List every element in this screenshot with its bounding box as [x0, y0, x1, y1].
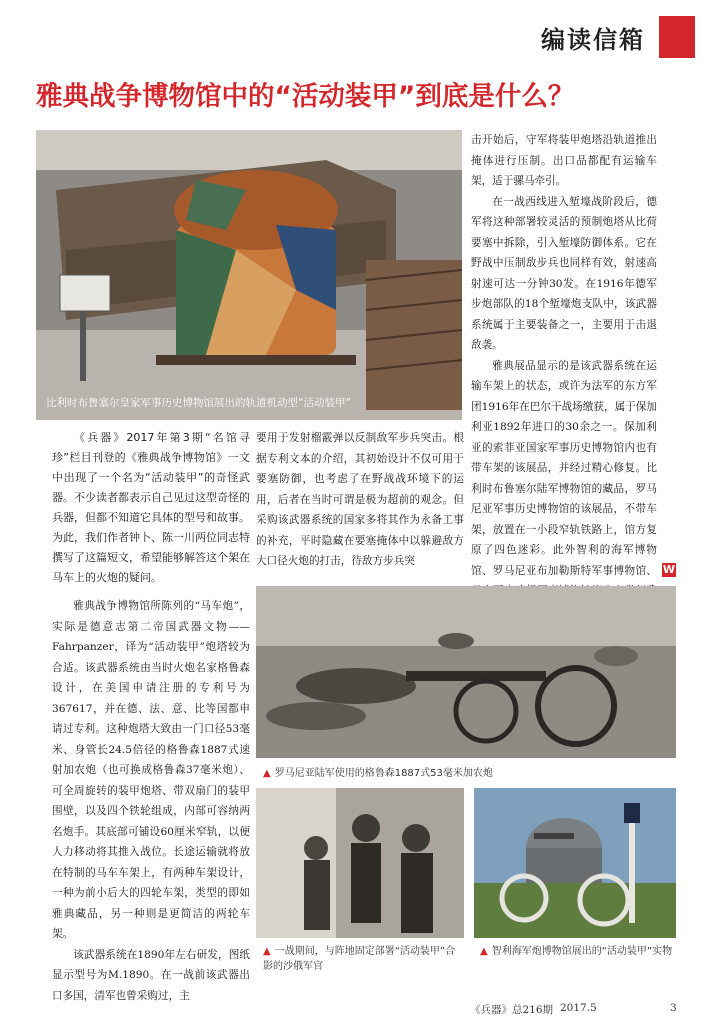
photo-2-caption: 罗马尼亚陆军使用的格鲁森1887式53毫米加农炮 [274, 768, 493, 779]
section-header [0, 8, 715, 54]
photo-russian-officers [256, 788, 464, 938]
article-title: 雅典战争博物馆中的“活动装甲”到底是什么？ [36, 81, 575, 112]
right-paragraph-2: 在一战西线进入堑壕战阶段后，德军将这种部署较灵活的预制炮塔从比荷要塞中拆除，引入堑壕防御体系。它在野战中压制敌步兵也同样有效，射速高射速可达一分钟30发。在1916年德军步炮部队的18个堑壕炮支队中，该武器系统属于主要装备之一，主要用于击退敌袭。 [471, 195, 657, 351]
left-paragraph-2: 该武器系统在1890年左右研发，图纸显示型号为M.1890。在一战前该武器出口多国，清军也曾采购过，主 [52, 948, 250, 1002]
right-paragraph-3: 雅典展品显示的是该武器系统在运输车架上的状态，或许为法军的东方军团1916年在巴尔干战场缴获，属于保加利亚1892年进口的30余之一。保加利亚的索菲亚国家军事历史博物馆内也有带车架的该展品，并经过精心修复。比利时布鲁塞尔陆军博物馆的藏品，罗马尼亚军事历史博物馆的该展品，不带车架，放置在一小段窄轨铁路上，馆方复原了四色迷彩。此外智利的海军博物馆、罗马尼亚布加勒斯特军事博物馆、 [471, 359, 657, 577]
photo-chile-museum [474, 788, 676, 938]
left-column-body [52, 596, 250, 1006]
section-color-block [659, 16, 695, 58]
footer-issue: 《兵器》总216期 [470, 1004, 554, 1016]
right-column-text [471, 130, 657, 622]
photo-3-caption: 一战期间，与阵地固定部署“活动装甲”合影的沙俄军官 [263, 946, 456, 972]
mid-paragraph: 要用于发射榴霰弹以反制敌军步兵突击。根据专利文本的介绍，其初始设计不仅可用于要塞防御，也考虑了在野战战环境下的运用，后者在当时可谓是极为超前的观念。但采购该武器系统的国家多将其作为永备工事的补充，平时隐藏在要塞掩体中以躲避敌方大口径火炮的打击，待敌方步兵突 [256, 432, 464, 567]
photo-3-caption-row [263, 944, 463, 974]
photo-fahrpanzer-brussels [36, 130, 462, 420]
intro-text [52, 428, 250, 588]
photo-2-caption-row [263, 764, 493, 779]
photo-4-illustration [474, 788, 676, 938]
caption-marker-2: ▲ [263, 768, 271, 779]
end-mark-badge: W [662, 563, 676, 576]
photo-4-caption: 智利海军炮博物馆展出的“活动装甲”实物 [491, 946, 673, 957]
left-paragraph-1: 雅典战争博物馆所陈列的“马车炮”，实际是德意志第二帝国武器文物——Fahrpanzer，译为“活动装甲”炮塔较为合适。该武器系统由当时火炮名家格鲁森设计，在美国申请注册的专利号为367617，并在德、法、意、比等国都申请过专利。这种炮塔大致由一门口径53毫米、身管长24.5倍径的格鲁森1887式速射加农炮（也可换成格鲁森37毫米炮）、可全周旋转的装甲炮塔、带双扇门的装甲围壁，以及四个铁轮组成，内部可容纳两名炮手。其底部可铺设60厘米窄轨，以便人力移动将其推入战位。长途运输就将放在特制的马车车架上，有两种车架设计，一种为前小后大的四轮车架，类型的即如雅典藏品，另一种则是更简洁的两轮车架。 [52, 600, 250, 940]
photo-1-illustration [36, 130, 462, 420]
photo-romanian-gun [256, 586, 676, 758]
footer-date: 2017.5 [560, 1002, 597, 1014]
footer-page-number: 3 [670, 1002, 677, 1014]
caption-marker-3: ▲ [263, 946, 271, 957]
section-title: 编读信箱 [541, 26, 645, 54]
intro-paragraph: 《兵器》2017年第3期“名馆寻珍”栏目刊登的《雅典战争博物馆》一文中出现了一个名为“活动装甲”的奇怪武器。不少读者都表示自己见过这型奇怪的兵器，但都不知道它具体的型号和故事。为此，我们作者钟卜、陈一川两位同志特撰写了这篇短文，希望能够解答这个架在马车上的火炮的疑问。 [52, 431, 250, 584]
photo-1-caption: 比利时布鲁塞尔皇家军事历史博物馆展出的轨道机动型“活动装甲” [46, 397, 351, 409]
photo-2-illustration [256, 586, 676, 758]
right-paragraph-1: 击开始后，守军将装甲炮塔沿轨道推出掩体进行压制。出口品都配有运输车架，适于骡马牵引。 [471, 134, 657, 187]
caption-marker-4: ▲ [480, 946, 488, 957]
photo-4-caption-row [480, 944, 676, 959]
photo-3-illustration [256, 788, 464, 938]
middle-column-text [256, 428, 464, 572]
